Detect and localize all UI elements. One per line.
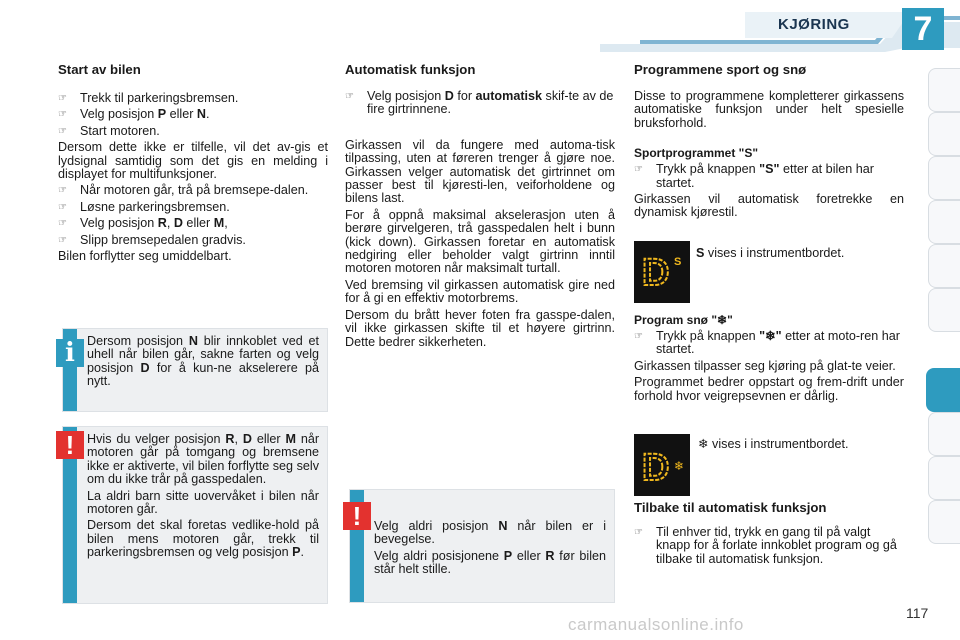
section-title-start: Start av bilen bbox=[58, 62, 141, 77]
watermark: carmanualsonline.info bbox=[568, 615, 744, 634]
sport-mode-display-icon bbox=[634, 241, 690, 303]
step-return-automatic: ☞ Til enhver tid, trykk en gang til på valgt knapp for å forlate innkoblet program og gå tilbake til automatisk funksjon. bbox=[634, 525, 897, 566]
column-automatic bbox=[345, 62, 615, 349]
step-select-r-d-m: ☞ Velg posisjon R, D eller M, bbox=[58, 216, 228, 231]
column-programs bbox=[634, 62, 904, 220]
pointing-hand-icon: ☞ bbox=[58, 125, 67, 137]
page-number: 117 bbox=[906, 605, 929, 621]
side-tab-9[interactable] bbox=[928, 456, 960, 500]
subsection-title-sport: Sportprogrammet "S" bbox=[634, 146, 759, 161]
step-release-brake-pedal: ☞ Slipp bremsepedalen gradvis. bbox=[58, 232, 246, 247]
step-parking-brake: ☞ Trekk til parkeringsbremsen. bbox=[58, 91, 239, 105]
side-tab-10[interactable] bbox=[928, 500, 960, 544]
pointing-hand-icon: ☞ bbox=[58, 185, 67, 197]
warning-box-neutral-text: Velg aldri posisjon N når bilen er i bevegelse. Velg aldri posisjonene P eller R før bilen står helt stille. bbox=[374, 519, 606, 577]
step-brake-pedal: ☞ Når motoren går, trå på bremsepe-dalen. bbox=[58, 183, 309, 198]
paragraph-programs-intro: Disse to programmene kompletterer girkassens automatiske funksjon under helt spesielle bruksforhold. bbox=[634, 89, 904, 130]
pointing-hand-icon: ☞ bbox=[634, 164, 643, 176]
gear-letter-d: D bbox=[642, 252, 670, 294]
paragraph-sport-effect: Girkassen vil automatisk foretrekke en dynamisk kjørestil. bbox=[634, 192, 904, 220]
snow-program-block bbox=[634, 313, 904, 403]
paragraph-safety: Dersom du brått hever foten fra gasspe-dalen, vil ikke girkassen skifte til et høyere girtrinn. Dette bedrer sikkerheten. bbox=[345, 307, 615, 349]
side-tab-1[interactable] bbox=[928, 68, 960, 112]
warning-box-neutral bbox=[349, 489, 615, 603]
paragraph-snow-effect: Programmet bedrer oppstart og frem-drift under forhold hvor veigrepsevnen er dårlig. bbox=[634, 375, 904, 403]
side-tabs bbox=[928, 68, 960, 576]
section-title-return: Tilbake til automatisk funksjon bbox=[634, 500, 827, 515]
side-tab-4[interactable] bbox=[928, 200, 960, 244]
paragraph-auto-adaptation: Girkassen vil da fungere med automa-tisk tilpassing, uten at føreren trenger å gjøre noe. Girkassen velger automatisk det girtrinnet om passer best til kjøresti-len, veiforholdene og bilens last. bbox=[345, 137, 615, 206]
pointing-hand-icon: ☞ bbox=[58, 109, 67, 121]
page-header bbox=[0, 0, 960, 58]
info-box bbox=[62, 328, 328, 412]
paragraph-car-moves: Bilen forflytter seg umiddelbart. bbox=[58, 249, 232, 264]
gear-letter-d: D bbox=[642, 447, 670, 489]
return-automatic-block bbox=[634, 500, 904, 566]
chapter-number: 7 bbox=[913, 10, 933, 48]
side-tab-driving-active[interactable] bbox=[926, 368, 960, 412]
side-tab-5[interactable] bbox=[928, 244, 960, 288]
pointing-hand-icon: ☞ bbox=[58, 201, 67, 213]
subsection-title-snow: Program snø "❄" bbox=[634, 313, 733, 327]
pointing-hand-icon: ☞ bbox=[634, 331, 643, 342]
step-select-p-n: ☞ Velg posisjon P eller N. bbox=[58, 107, 210, 122]
step-start-engine: ☞ Start motoren. bbox=[58, 123, 160, 138]
column-start-car bbox=[58, 62, 328, 263]
section-title-programs: Programmene sport og snø bbox=[634, 62, 807, 77]
pointing-hand-icon: ☞ bbox=[634, 527, 643, 538]
step-press-snow: ☞ Trykk på knappen "❄" etter at moto-ren har startet. bbox=[634, 329, 900, 357]
warning-icon: ! bbox=[343, 502, 371, 530]
warning-icon: ! bbox=[56, 431, 84, 459]
step-press-sport: ☞ Trykk på knappen "S" etter at bilen har startet. bbox=[634, 162, 874, 190]
side-tab-2[interactable] bbox=[928, 112, 960, 156]
paragraph-engine-brake: Ved bremsing vil girkassen automatisk gire ned for å gi en effektiv motorbrems. bbox=[345, 277, 615, 306]
paragraph-warning-signal: Dersom dette ikke er tilfelle, vil det av-gis et lydsignal samtidig som det gis en melding i displayet for multifunksjoner. bbox=[58, 140, 328, 182]
warning-box-start bbox=[62, 426, 328, 604]
pointing-hand-icon: ☞ bbox=[58, 234, 67, 246]
snowflake-icon: ❄ bbox=[717, 313, 728, 327]
pointing-hand-icon: ☞ bbox=[58, 93, 67, 104]
pointing-hand-icon: ☞ bbox=[345, 91, 354, 102]
step-release-brake: ☞ Løsne parkeringsbremsen. bbox=[58, 199, 230, 214]
paragraph-snow-adapts: Girkassen tilpasser seg kjøring på glat-te veier. bbox=[634, 358, 896, 373]
chapter-title: KJØRING bbox=[778, 16, 850, 33]
sport-display-caption: S vises i instrumentbordet. bbox=[696, 246, 845, 260]
snowflake-icon: ❄ bbox=[698, 437, 709, 451]
sport-letter-s: S bbox=[674, 256, 682, 268]
paragraph-kick-down: For å oppnå maksimal akselerasjon uten å berøre girvelgeren, trå gasspedalen helt i bunn (kick down). Girkassen foretar en automatisk nedgiring eller beholder valgt girtrinn inntil motoren motoren når maksimalt turtall. bbox=[345, 207, 615, 276]
snow-display-caption: ❄ vises i instrumentbordet. bbox=[698, 437, 849, 451]
snow-mode-display-icon bbox=[634, 434, 690, 496]
side-tab-3[interactable] bbox=[928, 156, 960, 200]
side-tab-6[interactable] bbox=[928, 288, 960, 332]
section-title-automatic: Automatisk funksjon bbox=[345, 62, 476, 77]
snowflake-icon: ❄ bbox=[674, 459, 685, 473]
info-box-text: Dersom posisjon N blir innkoblet ved et uhell når bilen går, sakne farten og velg posisjon D for å kun-ne akselerere på nytt. bbox=[87, 334, 319, 389]
pointing-hand-icon: ☞ bbox=[58, 218, 67, 230]
warning-box-start-text: Hvis du velger posisjon R, D eller M når motoren går på tomgang og bremsene ikke er aktiverte, vil bilen forflytte seg selv om du ikke trår på gasspedalen. La aldri barn sitte uovervåket i bilen når motoren går. Dersom det skal foretas vedlike-hold på bilen mens motoren går, trekk til parkeringsbremsen og velg posisjon P. bbox=[87, 432, 320, 560]
info-icon: i bbox=[56, 339, 84, 367]
step-select-d: ☞ Velg posisjon D for automatisk skif-te av de fire girtrinnene. bbox=[345, 89, 614, 117]
side-tab-8[interactable] bbox=[928, 412, 960, 456]
